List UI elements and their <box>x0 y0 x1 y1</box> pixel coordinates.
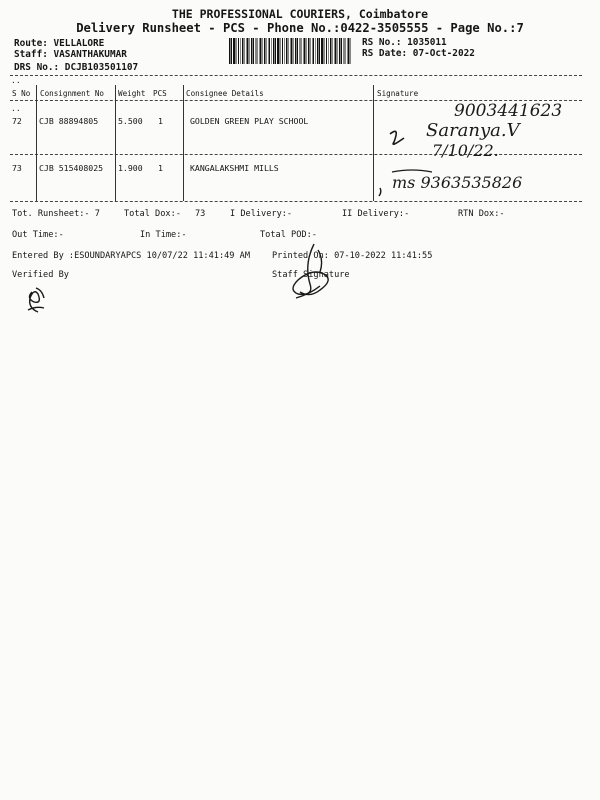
col-header-pcs: PCS <box>153 89 167 98</box>
handwritten-date: 7/10/22. <box>432 141 499 160</box>
row-sno: 72 <box>12 116 22 126</box>
col-header-consignee: Consignee Details <box>186 89 264 98</box>
col-divider <box>373 85 374 201</box>
total-dox-label: Total Dox:- <box>124 209 181 219</box>
ii-delivery: II Delivery:- <box>342 209 410 219</box>
col-divider <box>183 85 184 201</box>
row-consignment: CJB 515408025 <box>39 163 104 173</box>
divider-top <box>10 75 582 76</box>
total-pod: Total POD:- <box>260 230 317 240</box>
col-divider <box>36 85 37 201</box>
col-divider <box>115 85 116 201</box>
row-consignee: KANGALAKSHMI MILLS <box>190 163 279 173</box>
verified-signature-scribble <box>22 284 52 318</box>
row-weight: 1.900 <box>118 163 143 173</box>
rtn-dox: RTN Dox:- <box>458 209 505 219</box>
printed-on: Printed On: 07-10-2022 11:41:55 <box>272 251 433 261</box>
row-weight: 5.500 <box>118 116 143 126</box>
in-time: In Time:- <box>140 230 187 240</box>
row-pcs: 1 <box>158 163 163 173</box>
route-label: Route: VELLALORE <box>14 38 105 49</box>
handwritten-name: Saranya.V <box>426 120 520 141</box>
staff-label: Staff: VASANTHAKUMAR <box>14 49 127 60</box>
col-header-sno: S No <box>12 89 31 98</box>
handwritten-signature-row2 <box>376 166 581 200</box>
handwritten-signature-row1 <box>376 96 581 162</box>
drs-number: DRS No.: DCJB103501107 <box>14 62 139 73</box>
runsheet-title: Delivery Runsheet - PCS - Phone No.:0422-3505555 - Page No.:7 <box>76 21 524 35</box>
handwritten-phone: 9003441623 <box>454 101 563 121</box>
row-pcs: 1 <box>158 116 163 126</box>
dots-mark: .. <box>11 104 21 113</box>
rs-date: RS Date: 07-Oct-2022 <box>362 48 475 59</box>
barcode <box>229 38 351 64</box>
company-title: THE PROFESSIONAL COURIERS, Coimbatore <box>171 7 429 21</box>
col-header-signature: Signature <box>377 89 419 98</box>
staff-signature-scribble <box>284 240 340 306</box>
row-consignee: GOLDEN GREEN PLAY SCHOOL <box>190 116 309 126</box>
rs-number: RS No.: 1035011 <box>362 37 447 48</box>
row-sno: 73 <box>12 163 22 173</box>
verified-by: Verified By <box>12 270 69 280</box>
out-time: Out Time:- <box>12 230 64 240</box>
handwritten-note: ms 9363535826 <box>392 173 523 192</box>
col-header-weight: Weight <box>118 89 146 98</box>
stroke-mark <box>379 188 381 196</box>
overline-mark <box>392 170 432 172</box>
tick-mark <box>390 131 404 144</box>
row-consignment: CJB 88894805 <box>39 116 99 126</box>
staff-signature-label: Staff Signature <box>272 270 350 280</box>
total-dox-value: 73 <box>195 209 206 219</box>
divider-bottom <box>10 201 582 202</box>
col-header-consignment: Consignment No <box>40 89 105 98</box>
tot-runsheet: Tot. Runsheet:- 7 <box>12 209 100 219</box>
i-delivery: I Delivery:- <box>230 209 293 219</box>
dots-mark: .. <box>11 76 21 85</box>
entered-by: Entered By :ESOUNDARYAPCS 10/07/22 11:41:49 AM <box>12 251 250 261</box>
